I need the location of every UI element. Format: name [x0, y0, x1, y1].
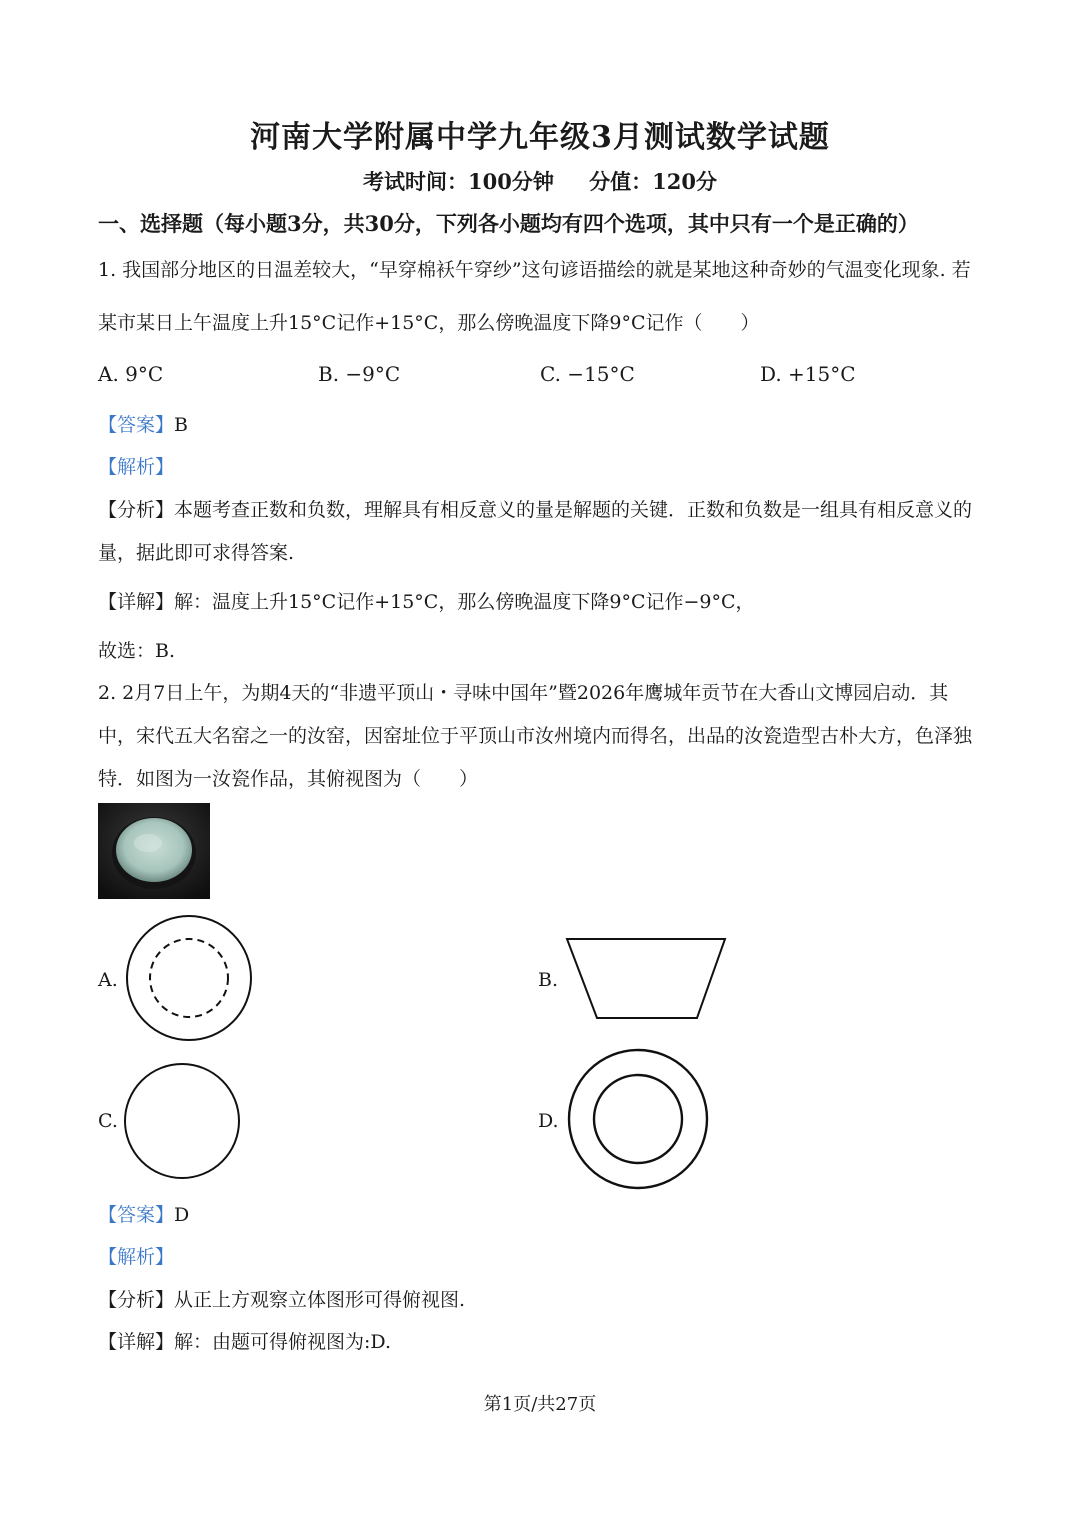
- q1-detail: 【详解】解：温度上升15°C记作+15°C，那么傍晚温度下降9°C记作−9°C，: [98, 591, 755, 613]
- answer-value: D: [174, 1204, 190, 1226]
- q2-analysis: 【分析】从正上方观察立体图形可得俯视图.: [98, 1289, 466, 1311]
- answer-value: B: [174, 414, 188, 436]
- exam-info: [0, 166, 1080, 196]
- q1-choose: 故选：B.: [98, 640, 176, 662]
- q2-option-d-figure: [567, 1049, 711, 1191]
- q1-analysis-line1: 【分析】本题考查正数和负数，理解具有相反意义的量是解题的关键．正数和负数是一组具有相反意义的: [98, 499, 973, 521]
- q1-option-b: B. −9°C: [318, 362, 401, 386]
- q2-option-d-label: D.: [538, 1110, 559, 1132]
- q1-option-c: C. −15°C: [540, 362, 635, 386]
- q1-line2: 某市某日上午温度上升15°C记作+15°C，那么傍晚温度下降9°C记作（ ）: [98, 312, 760, 334]
- q2-option-c-label: C.: [98, 1110, 118, 1132]
- q2-option-a-label: A.: [98, 969, 118, 991]
- page-title: 河南大学附属中学九年级3月测试数学试题: [250, 120, 830, 155]
- section-heading: 一、选择题（每小题3分，共30分，下列各小题均有四个选项，其中只有一个是正确的）: [98, 211, 919, 236]
- exam-score: 分值：120分: [589, 169, 717, 194]
- q1-analysis-line2: 量，据此即可求得答案.: [98, 542, 295, 564]
- q1-answer: [98, 410, 188, 437]
- q2-option-b-label: B.: [538, 969, 559, 991]
- q2-option-a-figure: [125, 915, 255, 1043]
- q2-option-c-figure: [123, 1063, 243, 1181]
- q1-option-d: D. +15°C: [760, 362, 856, 386]
- page-footer: 第1页/共27页: [483, 1394, 597, 1415]
- exam-time: 考试时间：100分钟: [363, 169, 554, 194]
- q2-analysis-tag: 【解析】: [98, 1246, 175, 1268]
- ru-porcelain-photo: [98, 803, 210, 899]
- q2-detail: 【详解】解：由题可得俯视图为:D.: [98, 1331, 391, 1353]
- answer-tag: 【答案】: [98, 1204, 175, 1226]
- answer-tag: 【答案】: [98, 414, 175, 436]
- q1-line1: 1. 我国部分地区的日温差较大，“早穿棉袄午穿纱”这句谚语描绘的就是某地这种奇妙的气温变化现象. 若: [98, 259, 971, 281]
- q2-option-b-figure: [565, 936, 729, 1022]
- q2-line2: 中，宋代五大名窑之一的汝窑，因窑址位于平顶山市汝州境内而得名，出品的汝瓷造型古朴大方，色泽独: [98, 725, 973, 747]
- q2-answer: [98, 1200, 189, 1227]
- q2-line1: 2. 2月7日上午，为期4天的“非遗平顶山・寻味中国年”暨2026年鹰城年贡节在大香山文博园启动．其: [98, 682, 949, 704]
- q1-option-a: A. 9°C: [98, 362, 164, 386]
- q2-line3: 特．如图为一汝瓷作品，其俯视图为（ ）: [98, 768, 479, 790]
- q1-analysis-tag: 【解析】: [98, 456, 175, 478]
